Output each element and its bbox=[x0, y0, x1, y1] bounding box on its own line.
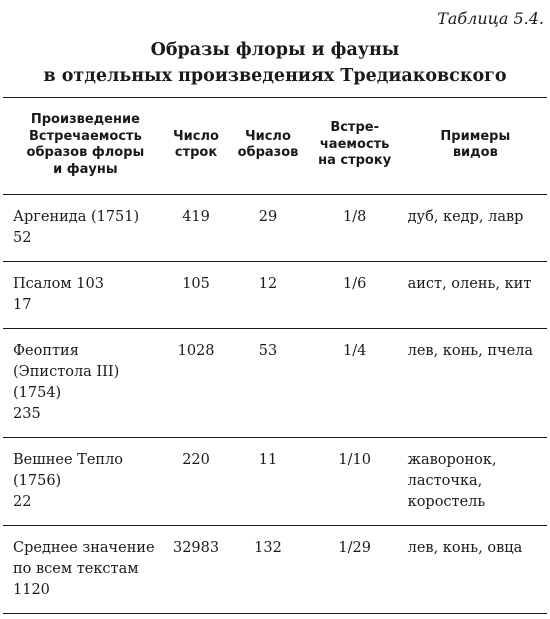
cell-lines: 1028 bbox=[177, 343, 215, 359]
cell-examples bbox=[404, 262, 547, 329]
data-table bbox=[3, 97, 547, 614]
cell-frequency: 1/29 bbox=[338, 540, 371, 556]
header-row bbox=[3, 98, 547, 195]
header-frequency bbox=[306, 98, 404, 195]
table-row bbox=[3, 526, 547, 614]
examples-line: жаворонок, bbox=[407, 452, 497, 468]
examples-line: лев, конь, овца bbox=[407, 540, 523, 556]
examples-line: аист, олень, кит bbox=[407, 276, 532, 292]
cell-images: 11 bbox=[258, 452, 278, 468]
header-lines-line: Число bbox=[173, 128, 219, 144]
header-images bbox=[230, 98, 305, 195]
cell-examples bbox=[404, 526, 547, 614]
header-examples bbox=[404, 98, 547, 195]
cell-examples bbox=[404, 329, 547, 438]
work-title-line: (1756) bbox=[13, 473, 62, 489]
cell-images: 12 bbox=[258, 276, 278, 292]
examples-line: лев, конь, пчела bbox=[407, 343, 534, 359]
header-work-line: Встречаемость bbox=[28, 128, 142, 144]
work-occurrence: 17 bbox=[13, 297, 32, 313]
table-row bbox=[3, 438, 547, 526]
header-examples-line: Примеры bbox=[440, 128, 511, 144]
cell-frequency: 1/8 bbox=[342, 209, 367, 225]
examples-line: коростель bbox=[407, 494, 486, 510]
work-occurrence: 52 bbox=[13, 230, 32, 246]
header-work-line: Произведение bbox=[30, 112, 140, 127]
header-freq-line: чаемость bbox=[319, 136, 390, 152]
cell-images: 132 bbox=[254, 540, 282, 556]
cell-frequency: 1/6 bbox=[342, 276, 367, 292]
header-images-line: образов bbox=[237, 145, 299, 160]
work-title-line: Вешнее Тепло bbox=[13, 452, 124, 468]
header-freq-line: Встре- bbox=[330, 120, 379, 136]
header-images-line: Число bbox=[245, 128, 291, 144]
work-title-line: Аргенида (1751) bbox=[13, 209, 140, 225]
work-occurrence: 235 bbox=[13, 406, 41, 422]
cell-lines: 419 bbox=[182, 209, 210, 225]
caption-line-1: Образы флоры и фауны bbox=[150, 40, 400, 60]
cell-lines: 220 bbox=[182, 452, 210, 468]
cell-work bbox=[3, 438, 162, 526]
table-row bbox=[3, 195, 547, 262]
caption-line-2: в отдельных произведениях Тредиаковского bbox=[43, 66, 507, 86]
cell-frequency: 1/4 bbox=[342, 343, 367, 359]
cell-frequency: 1/10 bbox=[338, 452, 371, 468]
cell-lines: 105 bbox=[182, 276, 210, 292]
header-work-line: образов флоры bbox=[26, 145, 145, 160]
cell-work bbox=[3, 262, 162, 329]
table-row bbox=[3, 329, 547, 438]
header-work bbox=[3, 98, 162, 195]
table-row bbox=[3, 262, 547, 329]
work-title-line: Псалом 103 bbox=[13, 276, 104, 292]
work-occurrence: 22 bbox=[13, 494, 32, 510]
cell-examples bbox=[404, 195, 547, 262]
cell-work bbox=[3, 329, 162, 438]
header-work-line: и фауны bbox=[53, 161, 118, 177]
cell-work bbox=[3, 195, 162, 262]
work-title-line: по всем текстам bbox=[13, 561, 139, 577]
cell-lines: 32983 bbox=[172, 540, 220, 556]
header-freq-line: на строку bbox=[318, 153, 392, 169]
header-examples-line: видов bbox=[452, 145, 498, 160]
cell-work bbox=[3, 526, 162, 614]
examples-line: ласточка, bbox=[407, 473, 483, 489]
examples-line: дуб, кедр, лавр bbox=[407, 209, 524, 225]
work-title-line: (Эпистола III) bbox=[13, 364, 120, 380]
work-title-line: (1754) bbox=[13, 385, 62, 401]
header-lines-line: строк bbox=[174, 145, 218, 160]
cell-images: 29 bbox=[258, 209, 278, 225]
work-title-line: Феоптия bbox=[13, 343, 79, 359]
table-number: Таблица 5.4. bbox=[437, 9, 544, 28]
work-title-line: Среднее значение bbox=[13, 540, 155, 556]
work-occurrence: 1120 bbox=[13, 582, 50, 598]
cell-images: 53 bbox=[258, 343, 278, 359]
table-caption bbox=[0, 37, 550, 89]
cell-examples bbox=[404, 438, 547, 526]
header-lines bbox=[162, 98, 231, 195]
